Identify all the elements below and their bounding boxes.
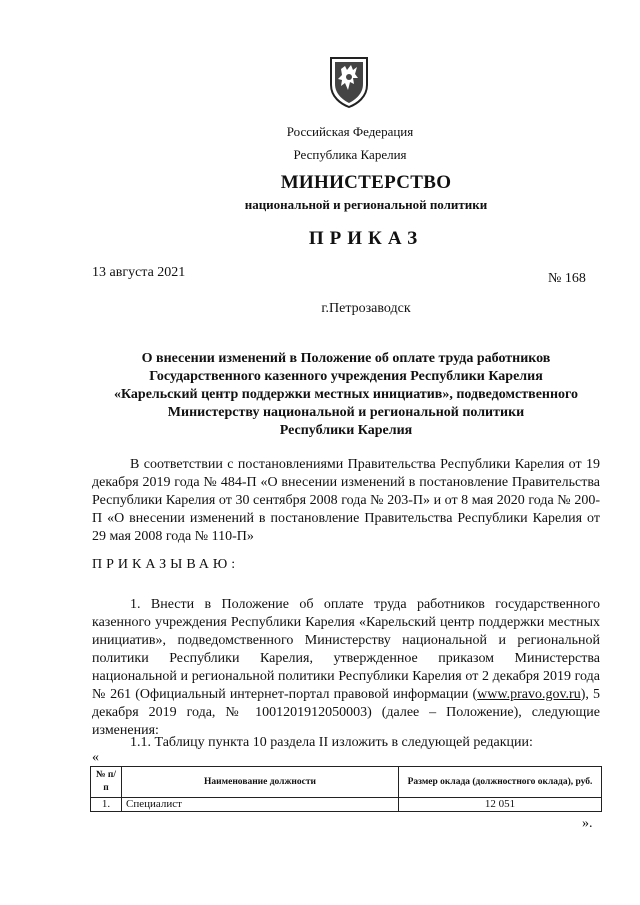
item-1-1-paragraph: 1.1. Таблицу пункта 10 раздела II изложить в следующей редакции: [130, 735, 533, 750]
subject-line: Государственного казенного учреждения Республики Карелия [149, 369, 543, 384]
cell-salary: 12 051 [399, 798, 602, 812]
item-1-text: 1. Внести в Положение об оплате труда работников государственного казенного учреждения Республики Карелия «Карельский центр поддержки местных инициатив», подведомственного Министерству национальной и региональной политики Республики Карелия, утвержденное приказом Министерства национальной и региональной политики Республики Карелия от 2 декабря 2019 года № 261 (Официальный интернет-портал правовой информации ( [92, 597, 600, 702]
quote-open: « [92, 750, 99, 765]
order-title: ПРИКАЗ [308, 228, 424, 249]
order-date: 13 августа 2021 [92, 265, 186, 280]
table-header-row [91, 767, 602, 798]
karelia-coat-of-arms-icon [327, 55, 371, 109]
header-position: Наименование должности [122, 767, 399, 798]
country-name: Российская Федерация [286, 124, 414, 139]
subject-line: Министерству национальной и региональной политики [167, 405, 525, 420]
order-directive-word: ПРИКАЗЫВАЮ: [92, 557, 240, 572]
item-1-text-end: ), 5 декабря 2019 года, № 1001201912050003) (далее – Положение), следующие изменения: [92, 687, 600, 738]
republic-name: Республика Карелия [293, 147, 407, 162]
subject-line: «Карельский центр поддержки местных инициатив», подведомственного [113, 387, 579, 402]
cell-position: Специалист [122, 798, 399, 812]
pravo-gov-link[interactable]: www.pravo.gov.ru [477, 687, 581, 702]
order-subject [92, 350, 600, 440]
header-number: № п/п [91, 767, 122, 798]
ministry-subtitle: национальной и региональной политики [244, 197, 488, 212]
subject-line: Республики Карелия [279, 423, 413, 438]
subject-line: О внесении изменений в Положение об оплате труда работников [141, 351, 551, 366]
preamble-paragraph: В соответствии с постановлениями Правительства Республики Карелия от 19 декабря 2019 года № 484-П «О внесении изменений в постановление Правительства Республики Карелия от 30 сентября 2008 года № 203-П» и от 8 мая 2020 года № 200-П «О внесении изменений в постановление Правительства Республики Карелия от 29 мая 2008 года № 110-П» [92, 457, 600, 544]
order-city: г.Петрозаводск [321, 301, 411, 316]
table-row [91, 798, 602, 812]
cell-number: 1. [91, 798, 122, 812]
order-number: № 168 [548, 271, 586, 286]
item-1-paragraph [92, 596, 600, 740]
header-salary: Размер оклада (должностного оклада), руб. [399, 767, 602, 798]
ministry-title: МИНИСТЕРСТВО [280, 172, 452, 193]
salary-table [90, 766, 602, 812]
quote-close: ». [582, 816, 593, 831]
